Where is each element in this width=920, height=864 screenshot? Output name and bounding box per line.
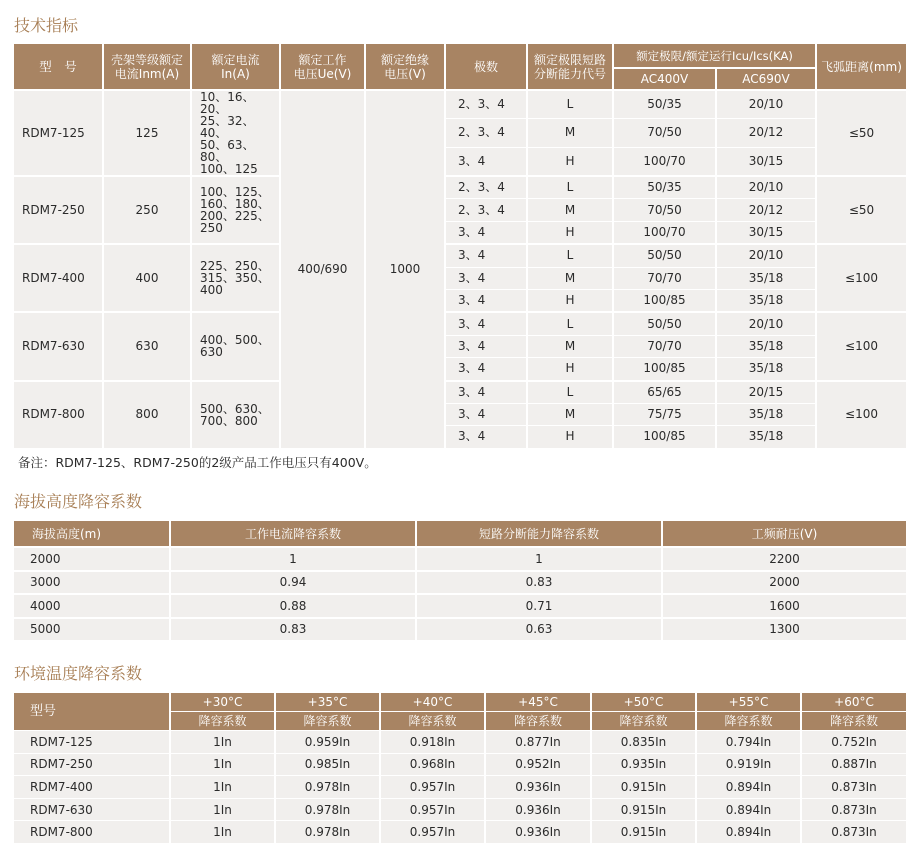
temperature-header: +45°C: [485, 693, 591, 712]
derating-value-cell: 0.935In: [591, 753, 696, 776]
altitude-cell: 1600: [662, 594, 907, 618]
ac690-cell: 20/10: [716, 176, 816, 199]
derating-value-cell: 0.936In: [485, 798, 591, 821]
break-code-cell: L: [527, 381, 613, 404]
ac690-cell: 20/12: [716, 119, 816, 147]
temperature-header: +40°C: [380, 693, 485, 712]
arc-distance-cell: ≤50: [816, 90, 907, 176]
break-code-cell: H: [527, 289, 613, 312]
derating-subheader: 降容系数: [696, 712, 801, 731]
altitude-header: 工频耐压(V): [662, 521, 907, 547]
break-code-cell: H: [527, 358, 613, 381]
ac400-cell: 100/70: [613, 221, 716, 244]
derating-value-cell: 0.978In: [275, 776, 380, 799]
altitude-header: 工作电流降容系数: [170, 521, 416, 547]
altitude-cell: 0.71: [416, 594, 662, 618]
frame-current-cell: 400: [103, 244, 191, 312]
poles-cell: 3、4: [445, 244, 527, 267]
spec-section-title: 技术指标: [14, 16, 79, 35]
ac690-cell: 35/18: [716, 403, 816, 425]
ac400-cell: 75/75: [613, 403, 716, 425]
poles-cell: 3、4: [445, 403, 527, 425]
table-row: [14, 571, 907, 595]
rated-current-cell: 225、250、 315、350、 400: [191, 244, 280, 312]
model-cell: RDM7-125: [14, 90, 103, 176]
derating-value-cell: 0.835In: [591, 731, 696, 754]
poles-cell: 2、3、4: [445, 176, 527, 199]
header-ac400: AC400V: [613, 68, 716, 90]
temperature-header: +35°C: [275, 693, 380, 712]
altitude-cell: 0.83: [170, 618, 416, 641]
altitude-cell: 3000: [14, 571, 170, 595]
break-code-cell: L: [527, 312, 613, 335]
derating-value-cell: 0.957In: [380, 776, 485, 799]
table-row: [14, 776, 907, 799]
derating-value-cell: 0.978In: [275, 798, 380, 821]
derating-value-cell: 0.752In: [801, 731, 907, 754]
derating-value-cell: 0.915In: [591, 776, 696, 799]
derating-subheader: 降容系数: [380, 712, 485, 731]
ac690-cell: 35/18: [716, 267, 816, 289]
ac400-cell: 100/85: [613, 289, 716, 312]
altitude-cell: 1: [170, 547, 416, 571]
ac690-cell: 35/18: [716, 335, 816, 357]
ac690-cell: 20/10: [716, 312, 816, 335]
rated-current-cell: 100、125、 160、180、 200、225、 250: [191, 176, 280, 244]
break-code-cell: H: [527, 147, 613, 176]
altitude-section-title: 海拔高度降容系数: [14, 492, 143, 511]
poles-cell: 3、4: [445, 335, 527, 357]
ac400-cell: 70/50: [613, 119, 716, 147]
derating-value-cell: 0.936In: [485, 776, 591, 799]
ac400-cell: 50/35: [613, 176, 716, 199]
altitude-cell: 0.63: [416, 618, 662, 641]
ac400-cell: 50/35: [613, 90, 716, 119]
temperature-header: +60°C: [801, 693, 907, 712]
temperature-header: +55°C: [696, 693, 801, 712]
model-cell: RDM7-250: [14, 753, 170, 776]
table-row: [14, 90, 907, 119]
derating-value-cell: 0.936In: [485, 821, 591, 843]
table-row: [14, 381, 907, 404]
header-insulation: 额定绝缘 电压(V): [365, 44, 445, 90]
break-code-cell: M: [527, 335, 613, 357]
ac400-cell: 100/85: [613, 358, 716, 381]
table-row: [14, 176, 907, 199]
altitude-cell: 0.94: [170, 571, 416, 595]
table-row: [14, 547, 907, 571]
arc-distance-cell: ≤100: [816, 381, 907, 449]
derating-value-cell: 1In: [170, 776, 275, 799]
derating-subheader: 降容系数: [275, 712, 380, 731]
poles-cell: 3、4: [445, 221, 527, 244]
model-cell: RDM7-250: [14, 176, 103, 244]
derating-value-cell: 0.915In: [591, 798, 696, 821]
arc-distance-cell: ≤50: [816, 176, 907, 244]
break-code-cell: M: [527, 403, 613, 425]
rated-current-cell: 500、630、 700、800: [191, 381, 280, 449]
table-row: [14, 618, 907, 641]
arc-distance-cell: ≤100: [816, 244, 907, 312]
derating-value-cell: 1In: [170, 753, 275, 776]
model-cell: RDM7-800: [14, 381, 103, 449]
header-voltage: 额定工作 电压Ue(V): [280, 44, 365, 90]
ac400-cell: 100/70: [613, 147, 716, 176]
altitude-cell: 2000: [14, 547, 170, 571]
altitude-header: 海拔高度(m): [14, 521, 170, 547]
model-cell: RDM7-400: [14, 244, 103, 312]
temperature-header-model: 型号: [14, 693, 170, 731]
derating-value-cell: 0.978In: [275, 821, 380, 843]
spec-note: 备注：RDM7-125、RDM7-250的2级产品工作电压只有400V。: [18, 455, 377, 470]
table-row: [14, 312, 907, 335]
temperature-section-title: 环境温度降容系数: [14, 664, 143, 683]
derating-subheader: 降容系数: [170, 712, 275, 731]
model-cell: RDM7-630: [14, 798, 170, 821]
ac400-cell: 50/50: [613, 312, 716, 335]
derating-value-cell: 0.968In: [380, 753, 485, 776]
frame-current-cell: 800: [103, 381, 191, 449]
ac690-cell: 20/12: [716, 199, 816, 221]
poles-cell: 2、3、4: [445, 119, 527, 147]
ac400-cell: 65/65: [613, 381, 716, 404]
derating-value-cell: 0.873In: [801, 821, 907, 843]
derating-value-cell: 0.919In: [696, 753, 801, 776]
break-code-cell: M: [527, 267, 613, 289]
ac690-cell: 35/18: [716, 426, 816, 449]
ac400-cell: 70/50: [613, 199, 716, 221]
poles-cell: 3、4: [445, 312, 527, 335]
ac690-cell: 20/15: [716, 381, 816, 404]
break-code-cell: M: [527, 199, 613, 221]
arc-distance-cell: ≤100: [816, 312, 907, 380]
table-row: [14, 731, 907, 754]
derating-subheader: 降容系数: [801, 712, 907, 731]
poles-cell: 3、4: [445, 289, 527, 312]
header-arc: 飞弧距离(mm): [816, 44, 907, 90]
altitude-cell: 1: [416, 547, 662, 571]
derating-value-cell: 0.887In: [801, 753, 907, 776]
poles-cell: 2、3、4: [445, 90, 527, 119]
frame-current-cell: 250: [103, 176, 191, 244]
ac690-cell: 35/18: [716, 358, 816, 381]
table-row: [14, 798, 907, 821]
derating-value-cell: 0.873In: [801, 776, 907, 799]
frame-current-cell: 630: [103, 312, 191, 380]
poles-cell: 3、4: [445, 426, 527, 449]
header-ac690: AC690V: [716, 68, 816, 90]
derating-value-cell: 1In: [170, 798, 275, 821]
derating-value-cell: 0.894In: [696, 776, 801, 799]
derating-value-cell: 0.952In: [485, 753, 591, 776]
ac690-cell: 30/15: [716, 221, 816, 244]
break-code-cell: L: [527, 90, 613, 119]
ac400-cell: 100/85: [613, 426, 716, 449]
model-cell: RDM7-630: [14, 312, 103, 380]
poles-cell: 3、4: [445, 147, 527, 176]
altitude-header: 短路分断能力降容系数: [416, 521, 662, 547]
derating-value-cell: 0.985In: [275, 753, 380, 776]
ac400-cell: 50/50: [613, 244, 716, 267]
break-code-cell: L: [527, 244, 613, 267]
header-model: 型 号: [14, 44, 103, 90]
derating-value-cell: 0.959In: [275, 731, 380, 754]
derating-subheader: 降容系数: [485, 712, 591, 731]
ac400-cell: 70/70: [613, 267, 716, 289]
poles-cell: 3、4: [445, 358, 527, 381]
header-poles: 极数: [445, 44, 527, 90]
ac690-cell: 35/18: [716, 289, 816, 312]
header-icu-ics: 额定极限/额定运行Icu/Ics(KA): [613, 44, 816, 68]
derating-value-cell: 0.894In: [696, 798, 801, 821]
altitude-cell: 0.88: [170, 594, 416, 618]
table-row: [14, 821, 907, 843]
model-cell: RDM7-400: [14, 776, 170, 799]
altitude-cell: 4000: [14, 594, 170, 618]
header-break-code: 额定极限短路 分断能力代号: [527, 44, 613, 90]
derating-value-cell: 0.877In: [485, 731, 591, 754]
break-code-cell: H: [527, 426, 613, 449]
model-cell: RDM7-800: [14, 821, 170, 843]
temperature-header: +30°C: [170, 693, 275, 712]
ac690-cell: 20/10: [716, 90, 816, 119]
poles-cell: 3、4: [445, 381, 527, 404]
derating-value-cell: 0.794In: [696, 731, 801, 754]
derating-value-cell: 0.915In: [591, 821, 696, 843]
insulation-cell: 1000: [365, 90, 445, 449]
rated-current-cell: 10、16、20、 25、32、40、 50、63、80、 100、125: [191, 90, 280, 176]
frame-current-cell: 125: [103, 90, 191, 176]
ac690-cell: 20/10: [716, 244, 816, 267]
model-cell: RDM7-125: [14, 731, 170, 754]
ac400-cell: 70/70: [613, 335, 716, 357]
derating-value-cell: 1In: [170, 731, 275, 754]
altitude-cell: 5000: [14, 618, 170, 641]
header-rated-current: 额定电流 In(A): [191, 44, 280, 90]
break-code-cell: H: [527, 221, 613, 244]
rated-current-cell: 400、500、 630: [191, 312, 280, 380]
derating-subheader: 降容系数: [591, 712, 696, 731]
break-code-cell: M: [527, 119, 613, 147]
temperature-table: [14, 693, 908, 843]
temperature-header: +50°C: [591, 693, 696, 712]
spec-table: [14, 44, 908, 450]
table-row: [14, 753, 907, 776]
altitude-cell: 1300: [662, 618, 907, 641]
table-row: [14, 594, 907, 618]
altitude-table: [14, 521, 908, 640]
derating-value-cell: 0.957In: [380, 798, 485, 821]
derating-value-cell: 0.873In: [801, 798, 907, 821]
altitude-cell: 2000: [662, 571, 907, 595]
derating-value-cell: 0.894In: [696, 821, 801, 843]
poles-cell: 3、4: [445, 267, 527, 289]
derating-value-cell: 0.918In: [380, 731, 485, 754]
voltage-cell: 400/690: [280, 90, 365, 449]
table-row: [14, 244, 907, 267]
derating-value-cell: 1In: [170, 821, 275, 843]
break-code-cell: L: [527, 176, 613, 199]
poles-cell: 2、3、4: [445, 199, 527, 221]
header-frame-current: 壳架等级额定 电流Inm(A): [103, 44, 191, 90]
ac690-cell: 30/15: [716, 147, 816, 176]
altitude-cell: 2200: [662, 547, 907, 571]
derating-value-cell: 0.957In: [380, 821, 485, 843]
altitude-cell: 0.83: [416, 571, 662, 595]
